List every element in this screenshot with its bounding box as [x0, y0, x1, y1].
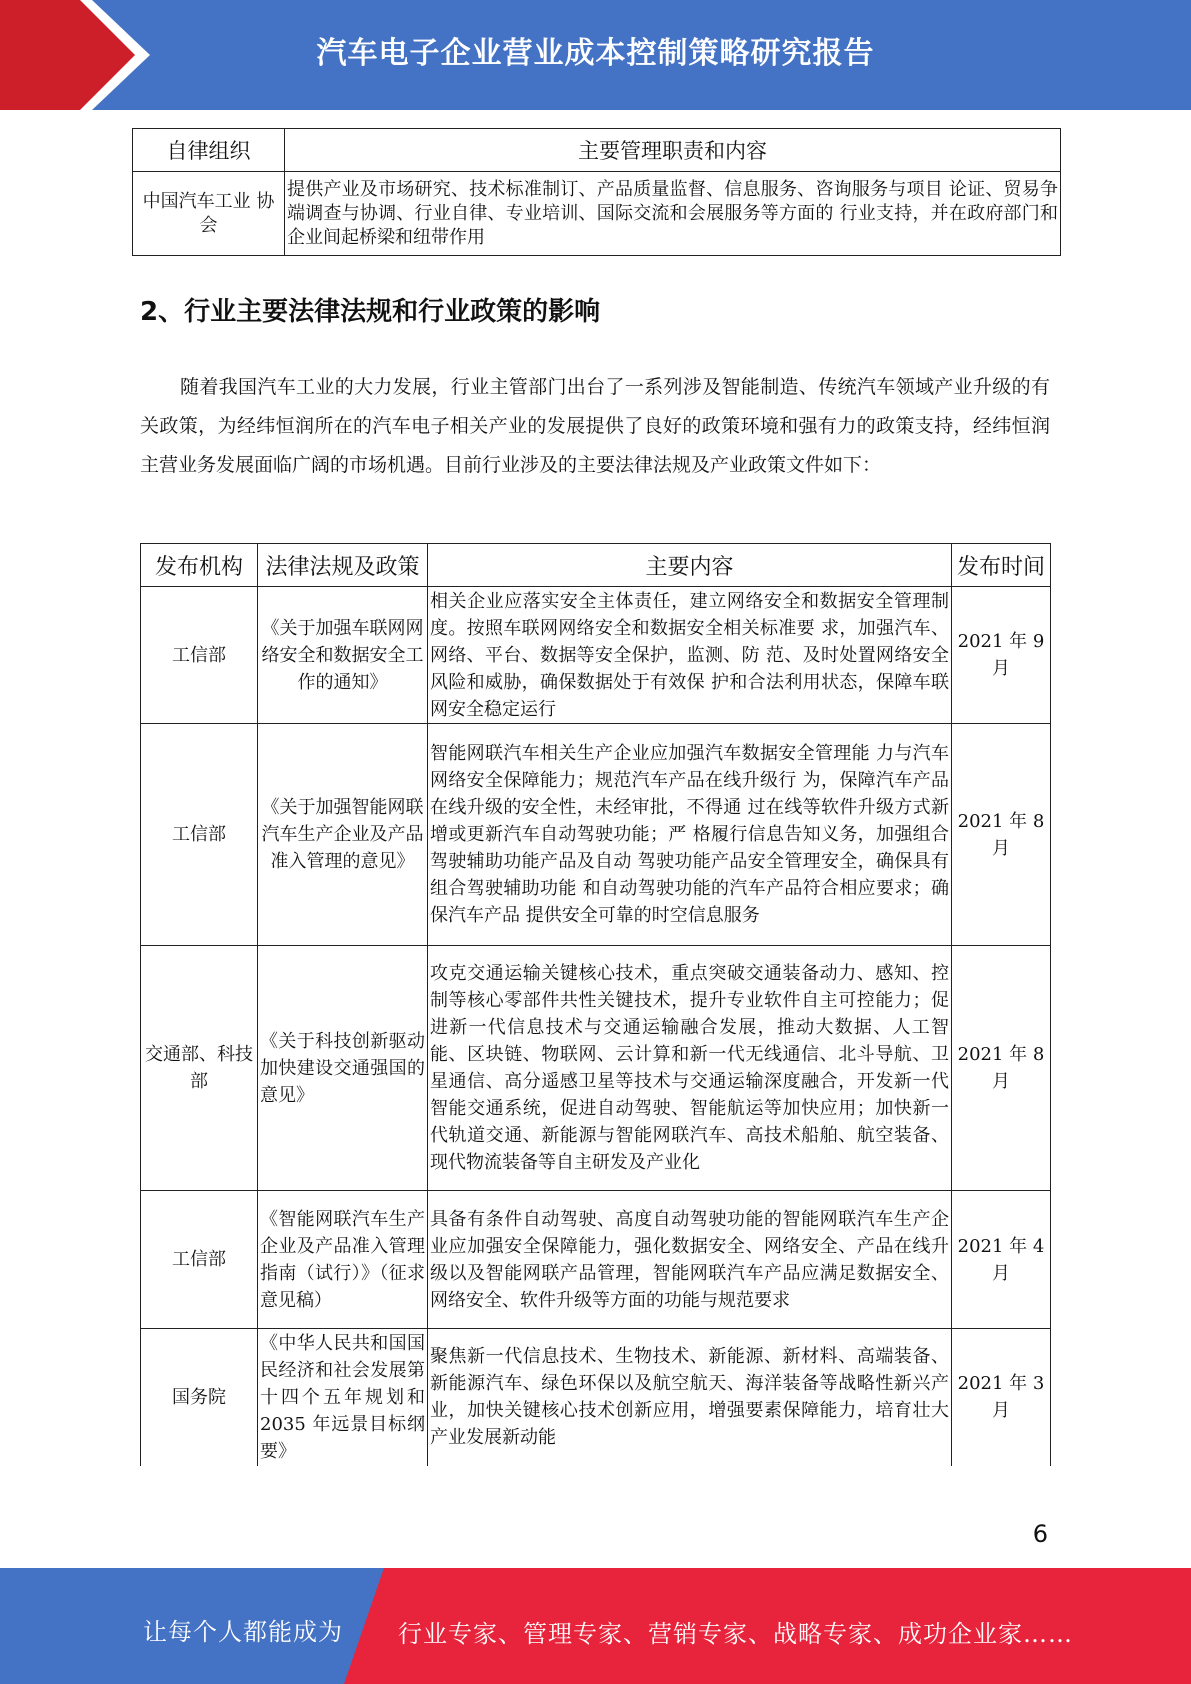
table-row — [141, 1329, 1051, 1466]
header-cell-content: 主要内容 — [428, 544, 952, 587]
agency-cell: 交通部、科技部 — [141, 946, 258, 1191]
date-cell: 2021 年 3 月 — [952, 1329, 1051, 1466]
header-cell-agency: 发布机构 — [141, 544, 258, 587]
date-cell: 2021 年 8 月 — [952, 724, 1051, 946]
table-row — [141, 946, 1051, 1191]
policy-cell: 《智能网联汽车生产企业及产品准入管理指南（试行）》（征求意见稿） — [258, 1191, 428, 1329]
content-cell: 相关企业应落实安全主体责任，建立网络安全和数据安全管理制度。按照车联网网络安全和数据安全相关标准要 求，加强汽车、网络、平台、数据等安全保护，监测、防 范、及时处置网络安全风险和威胁，确保数据处于有效保 护和合法利用状态，保障车联网安全稳定运行 — [428, 587, 952, 724]
table-header-row — [133, 129, 1061, 172]
header-cell-content: 主要管理职责和内容 — [285, 129, 1061, 172]
intro-paragraph: 随着我国汽车工业的大力发展，行业主管部门出台了一系列涉及智能制造、传统汽车领域产业升级的有关政策，为经纬恒润所在的汽车电子相关产业的发展提供了良好的政策环境和强有力的政策支持，经纬恒润主营业务发展面临广阔的市场机遇。目前行业涉及的主要法律法规及产业政策文件如下： — [140, 376, 1050, 476]
org-content-cell: 提供产业及市场研究、技术标准制订、产品质量监督、信息服务、咨询服务与项目 论证、贸易争端调查与协调、行业自律、专业培训、国际交流和会展服务等方面的 行业支持，并在政府部门和企业间起桥梁和纽带作用 — [285, 172, 1061, 256]
table-row — [141, 587, 1051, 724]
agency-cell: 工信部 — [141, 724, 258, 946]
content-cell: 聚焦新一代信息技术、生物技术、新能源、新材料、高端装备、新能源汽车、绿色环保以及航空航天、海洋装备等战略性新兴产业，加快关键核心技术创新应用，增强要素保障能力，培育壮大产业发展新动能 — [428, 1329, 952, 1466]
agency-cell: 工信部 — [141, 1191, 258, 1329]
footer-slogan-left: 让每个人都能成为 — [143, 1618, 343, 1646]
date-cell: 2021 年 4 月 — [952, 1191, 1051, 1329]
self-regulatory-org-table — [132, 128, 1061, 256]
agency-cell: 工信部 — [141, 587, 258, 724]
report-title: 汽车电子企业营业成本控制策略研究报告 — [316, 36, 875, 71]
header-cell-org: 自律组织 — [133, 129, 285, 172]
org-name-cell: 中国汽车工业 协会 — [133, 172, 285, 256]
agency-cell: 国务院 — [141, 1329, 258, 1466]
section-heading: 2、行业主要法律法规和行业政策的影响 — [140, 297, 601, 327]
header-cell-date: 发布时间 — [952, 544, 1051, 587]
header-cell-policy: 法律法规及政策 — [258, 544, 428, 587]
date-cell: 2021 年 9 月 — [952, 587, 1051, 724]
table-row — [141, 724, 1051, 946]
policy-cell: 《关于科技创新驱动加快建设交通强国的意见》 — [258, 946, 428, 1191]
policy-cell: 《关于加强车联网网络安全和数据安全工作的通知》 — [258, 587, 428, 724]
content-cell: 智能网联汽车相关生产企业应加强汽车数据安全管理能 力与汽车网络安全保障能力；规范汽车产品在线升级行 为，保障汽车产品在线升级的安全性，未经审批，不得通 过在线等软件升级方式新增或更新汽车自动驾驶功能；严 格履行信息告知义务，加强组合驾驶辅助功能产品及自动 驾驶功能产品安全管理安全，确保具有组合驾驶辅助功能 和自动驾驶功能的汽车产品符合相应要求；确保汽车产品 提供安全可靠的时空信息服务 — [428, 724, 952, 946]
policy-cell: 《中华人民共和国国民经济和社会发展第十四个五年规划和 2035 年远景目标纲要》 — [258, 1329, 428, 1466]
content-cell: 攻克交通运输关键核心技术，重点突破交通装备动力、感知、控制等核心零部件共性关键技术，提升专业软件自主可控能力；促进新一代信息技术与交通运输融合发展，推动大数据、人工智能、区块链、物联网、云计算和新一代无线通信、北斗导航、卫星通信、高分遥感卫星等技术与交通运输深度融合，开发新一代智能交通系统，促进自动驾驶、智能航运等加快应用；加快新一代轨道交通、新能源与智能网联汽车、高技术船舶、航空装备、现代物流装备等自主研发及产业化 — [428, 946, 952, 1191]
policy-table — [140, 543, 1051, 1466]
policy-cell: 《关于加强智能网联汽车生产企业及产品准入管理的意见》 — [258, 724, 428, 946]
table-header-row — [141, 544, 1051, 587]
page-header — [0, 0, 1191, 110]
page-number: 6 — [1032, 1520, 1048, 1548]
content-cell: 具备有条件自动驾驶、高度自动驾驶功能的智能网联汽车生产企业应加强安全保障能力，强化数据安全、网络安全、产品在线升级以及智能网联产品管理，智能网联汽车产品应满足数据安全、网络安全、软件升级等方面的功能与规范要求 — [428, 1191, 952, 1329]
table-row — [133, 172, 1061, 256]
table-row — [141, 1191, 1051, 1329]
date-cell: 2021 年 8 月 — [952, 946, 1051, 1191]
footer-slogan-right: 行业专家、管理专家、营销专家、战略专家、成功企业家…… — [398, 1620, 1073, 1648]
